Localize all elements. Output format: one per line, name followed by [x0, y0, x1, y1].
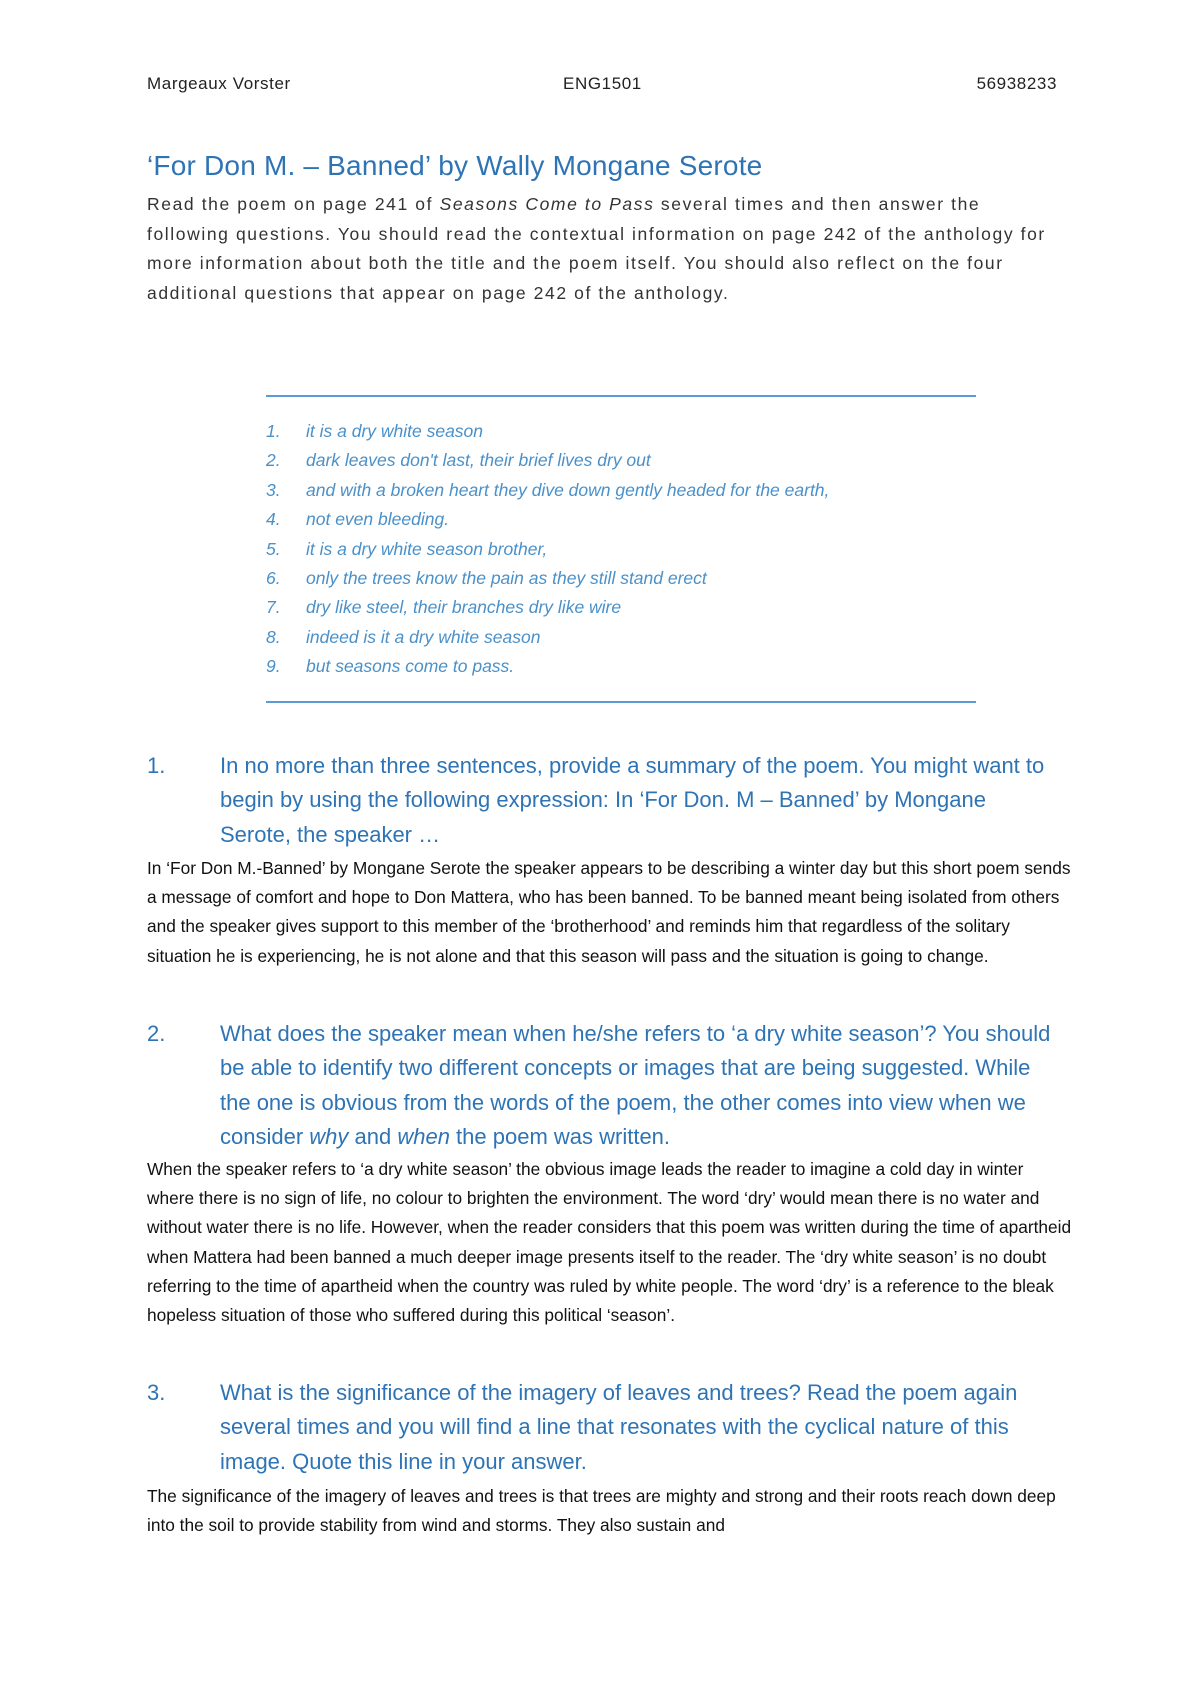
poem-line-number: 1.: [266, 421, 281, 441]
poem-line: [266, 476, 966, 505]
question-2: [147, 1017, 1062, 1154]
poem-line-text: dark leaves don't last, their brief lives dry out: [306, 450, 651, 471]
question-text-part: the poem was written.: [449, 1123, 671, 1149]
intro-text-end: several times and then answer the following questions. You should read the contextual information on page 242 of the anthology for more information about both the title and the poem itself. You should also reflect on the four additional questions that appear on page 242 of the anthology.: [147, 194, 1046, 303]
question-text: [220, 1017, 1062, 1154]
intro-paragraph: [147, 190, 1057, 308]
poem-line-number: 7.: [266, 597, 281, 618]
intro-text-start: Read the poem on page 241 of: [147, 194, 440, 214]
poem-bottom-rule: [266, 701, 976, 703]
poem-line: [266, 652, 966, 681]
poem-line: [266, 417, 966, 446]
poem-line: [266, 564, 966, 593]
poem-line-number: 2.: [266, 450, 281, 471]
poem-line: [266, 446, 966, 475]
page-title: ‘For Don M. – Banned’ by Wally Mongane Serote: [147, 150, 763, 181]
poem-line-number: 6.: [266, 567, 281, 588]
poem-top-rule: [266, 395, 976, 397]
answer-3: The significance of the imagery of leaves and trees is that trees are mighty and strong and their roots reach down deep into the soil to provide stability from wind and storms. They also sustain and: [147, 1486, 1056, 1536]
page-header: [147, 74, 1057, 98]
poem-block: [266, 417, 966, 682]
poem-line: [266, 535, 966, 564]
answer-2: When the speaker refers to ‘a dry white season’ the obvious image leads the reader to imagine a cold day in winter where there is no sign of life, no colour to brighten the environment. The word ‘dry’ would mean there is no water and without water there is no life. However, when the reader considers that this poem was written during the time of apartheid when Mattera had been banned a much deeper image presents itself to the reader. The ‘dry white season’ is no doubt referring to the time of apartheid when the country was ruled by white people. The word ‘dry’ is a reference to the bleak hopeless situation of those who suffered during this political ‘season’.: [147, 1159, 1072, 1326]
poem-line-text: but seasons come to pass.: [306, 656, 515, 677]
question-text-part: and: [348, 1123, 398, 1149]
poem-line-text: it is a dry white season brother,: [306, 538, 548, 559]
poem-line-text: indeed is it a dry white season: [306, 626, 541, 647]
poem-line: [266, 623, 966, 652]
question-1: [147, 749, 1062, 852]
poem-line-text: only the trees know the pain as they still stand erect: [306, 567, 707, 588]
poem-line-number: 5.: [266, 538, 281, 559]
answer-1: In ‘For Don M.-Banned’ by Mongane Serote the speaker appears to be describing a winter day but this short poem sends a message of comfort and hope to Don Mattera, who has been banned. To be banned meant being isolated from others and the speaker gives support to this member of the ‘brotherhood’ and reminds him that regardless of the solitary situation he is experiencing, he is not alone and that this season will pass and the situation is going to change.: [147, 858, 1071, 966]
poem-line: [266, 505, 966, 534]
poem-line-text: not even bleeding.: [306, 509, 450, 530]
poem-line-number: 3.: [266, 479, 281, 500]
poem-line: [266, 593, 966, 622]
poem-line-text: and with a broken heart they dive down gently headed for the earth,: [306, 479, 830, 500]
poem-line-number: 9.: [266, 656, 281, 677]
book-title: Seasons Come to Pass: [439, 194, 655, 214]
question-number: 2.: [147, 1021, 166, 1046]
question-3: [147, 1376, 1062, 1479]
student-number: 56938233: [976, 74, 1057, 93]
emphasis-when: when: [397, 1123, 450, 1149]
question-number: 1.: [147, 753, 166, 778]
emphasis-why: why: [309, 1123, 349, 1149]
course-code: ENG1501: [563, 74, 642, 93]
poem-line-text: it is a dry white season: [306, 421, 484, 441]
question-text: What is the significance of the imagery of leaves and trees? Read the poem again several times and you will find a line that resonates with the cyclical nature of this image. Quote this line in your answer.: [220, 1380, 1018, 1474]
question-number: 3.: [147, 1380, 166, 1405]
question-text-part: What does the speaker mean when he/she refers to ‘a dry white season’? You should be able to identify two different concepts or images that are being suggested. While the one is obvious from the words of the poem, the other comes into view when we consider: [220, 1021, 1051, 1149]
poem-line-number: 8.: [266, 626, 281, 647]
question-text: In no more than three sentences, provide a summary of the poem. You might want to begin by using the following expression: In ‘For Don. M – Banned’ by Mongane Serote, the speaker …: [220, 753, 1045, 847]
poem-line-text: dry like steel, their branches dry like wire: [306, 597, 622, 618]
poem-line-number: 4.: [266, 509, 281, 530]
author-name: Margeaux Vorster: [147, 74, 291, 93]
